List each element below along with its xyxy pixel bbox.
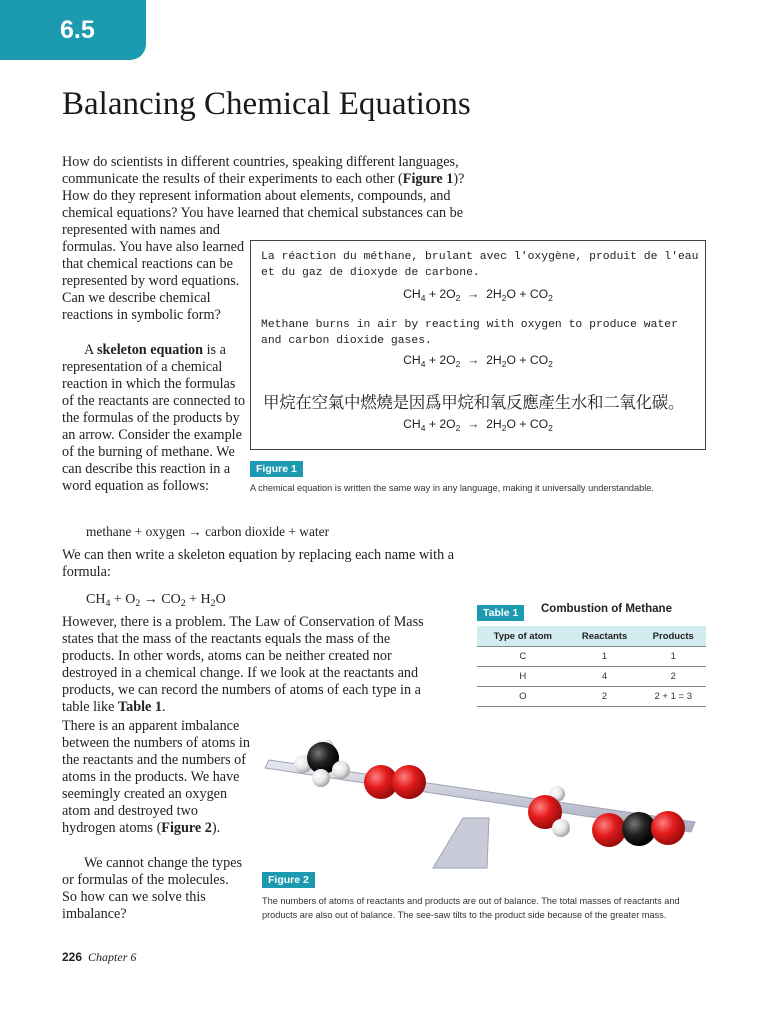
table-cell: 2: [569, 687, 641, 707]
figure1-tag: Figure 1: [250, 461, 303, 477]
table-row: [477, 647, 706, 667]
table-cell: C: [477, 647, 569, 667]
table-cell: 2: [641, 667, 707, 687]
hydrogen-atom: [552, 819, 570, 837]
skeleton-equation-paragraph: A skeleton equation is a representation of a chemical reaction in which the formulas of the reactants are connected to the formulas of the products by an arrow. Consider the example of the burning of methane. We can describe this reaction in a word equation as follows:: [62, 342, 246, 494]
skeleton-equation: $CH_4 + O_2 \to CO_2 + H_2O$: [86, 592, 226, 609]
table-header-cell: Products: [641, 626, 707, 647]
seesaw-illustration: [255, 740, 715, 872]
table-cell: 4: [569, 667, 641, 687]
hydrogen-atom: [332, 761, 350, 779]
combustion-table: [477, 626, 706, 707]
oxygen-atom: [392, 765, 426, 799]
english-sentence: Methane burns in air by reacting with oxygen to produce water and carbon dioxide gases.: [261, 319, 678, 347]
page-title: Balancing Chemical Equations: [62, 86, 471, 122]
intro-paragraph-continued: represented with names and formulas. You have also learned that chemical reactions can be represented by word equations. Can we describe chemical reactions in symbolic form?: [62, 222, 245, 323]
table-cell: O: [477, 687, 569, 707]
oxygen-atom: [592, 813, 626, 847]
question-paragraph: We cannot change the types or formulas of the molecules. So how can we solve this imbalance?: [62, 855, 243, 922]
section-number: 6.5: [60, 16, 95, 44]
table-row: [477, 667, 706, 687]
figure2-tag: Figure 2: [262, 872, 315, 888]
figure2-ref: Figure 2: [161, 820, 212, 836]
word-equation: methane + oxygen → carbon dioxide + water: [86, 524, 330, 539]
table-cell: 1: [641, 647, 707, 667]
skeleton-equation-term: skeleton equation: [97, 342, 204, 358]
chinese-sentence: 甲烷在空氣中燃燒是因爲甲烷和氧反應產生水和二氧化碳。: [263, 393, 685, 412]
formula-paragraph: We can then write a skeleton equation by replacing each name with a formula:: [62, 547, 455, 580]
page-number: 226: [62, 950, 83, 964]
table-header-cell: Type of atom: [477, 626, 569, 647]
table-cell: 2 + 1 = 3: [641, 687, 707, 707]
table-header-row: [477, 626, 706, 647]
conservation-paragraph: However, there is a problem. The Law of Conservation of Mass states that the mass of the reactants equals the mass of the products. In other words, atoms can be neither created nor destroyed in a chemical change. If we look at the reactants and products, we can record the numbers of atoms of each type in a table like Table 1.: [62, 614, 424, 715]
intro-paragraph: How do scientists in different countries, speaking different languages, communicate the results of their experiments to each other (Figure 1)? How do they represent information about elements, compounds, and chemical equations? You have learned that chemical substances can be: [62, 154, 465, 221]
page-footer: [62, 950, 136, 965]
table1-title: Combustion of Methane: [541, 603, 672, 615]
figure1-box: [250, 240, 706, 450]
figure1-caption: A chemical equation is written the same way in any language, making it universally understandable.: [250, 483, 654, 493]
chinese-equation: $CH_4 + 2O_2 \to 2H_2O + CO_2$: [403, 417, 553, 433]
table-header-cell: Reactants: [569, 626, 641, 647]
french-sentence: La réaction du méthane, brulant avec l'oxygène, produit de l'eau et du gaz de dioxyde de carbone.: [261, 251, 699, 279]
oxygen-atom: [651, 811, 685, 845]
english-equation: $CH_4 + 2O_2 \to 2H_2O + CO_2$: [403, 353, 553, 369]
table1-ref: Table 1: [117, 699, 162, 715]
table1-tag: Table 1: [477, 605, 524, 621]
table-cell: H: [477, 667, 569, 687]
french-equation: $CH_4 + 2O_2 \to 2H_2O + CO_2$: [403, 287, 553, 303]
figure1-ref: Figure 1: [402, 171, 454, 187]
section-number-tab: [0, 0, 146, 60]
table-cell: 1: [569, 647, 641, 667]
carbon-atom: [622, 812, 656, 846]
table-row: [477, 687, 706, 707]
imbalance-paragraph: There is an apparent imbalance between the numbers of atoms in the reactants and the numbers of atoms in the products. We have seemingly created an oxygen atom and destroyed two hydrogen atoms (Figure 2).: [62, 718, 250, 836]
figure2-caption: The numbers of atoms of reactants and products are out of balance. The total masses of reactants and products are also out of balance. The see-saw tilts to the product side because of the greater mass.: [262, 896, 680, 920]
hydrogen-atom: [312, 769, 330, 787]
fulcrum: [433, 818, 489, 868]
chapter-label: Chapter 6: [88, 950, 137, 964]
